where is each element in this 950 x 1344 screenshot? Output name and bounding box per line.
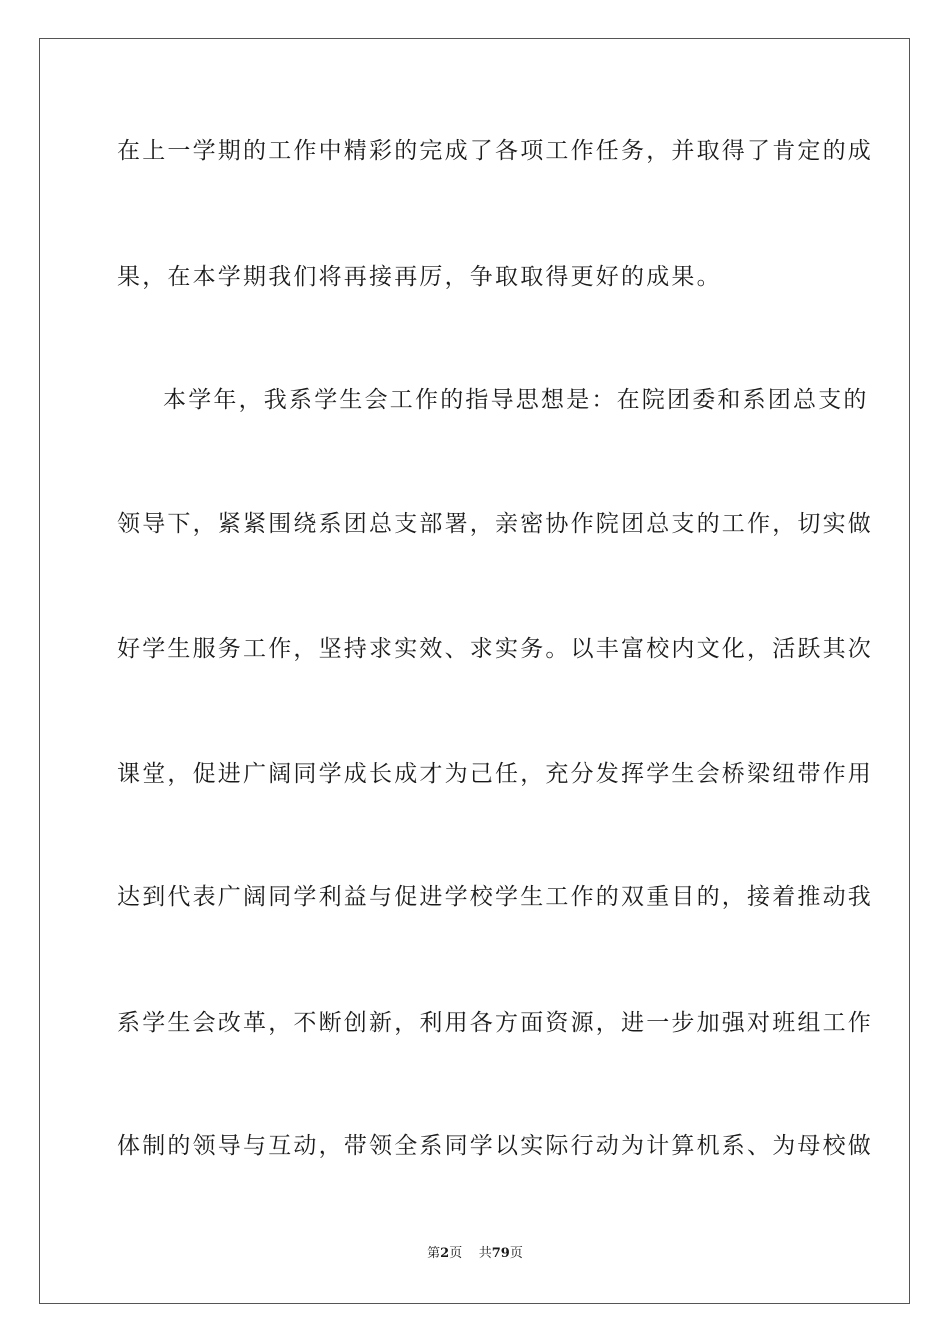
paragraph-line: 在上一学期的工作中精彩的完成了各项工作任务，并取得了肯定的成: [117, 138, 873, 164]
paragraph-line: 好学生服务工作，坚持求实效、求实务。以丰富校内文化，活跃其次: [117, 636, 873, 662]
page-suffix: 页: [449, 1246, 463, 1261]
paragraph-line: 课堂，促进广阔同学成长成才为己任，充分发挥学生会桥梁纽带作用: [117, 761, 873, 787]
paragraph-line-indented: 本学年，我系学生会工作的指导思想是：在院团委和系团总支的: [163, 387, 869, 413]
total-suffix: 页: [509, 1246, 523, 1261]
paragraph-line: 领导下，紧紧围绕系团总支部署，亲密协作院团总支的工作，切实做: [117, 511, 873, 537]
paragraph-line: 系学生会改革，不断创新，利用各方面资源，进一步加强对班组工作: [117, 1010, 873, 1036]
page-border: [39, 38, 910, 1304]
paragraph-line: 体制的领导与互动，带领全系同学以实际行动为计算机系、为母校做: [117, 1133, 873, 1159]
total-prefix: 共: [478, 1246, 492, 1261]
total-pages: 79: [491, 1246, 510, 1261]
paragraph-line: 果，在本学期我们将再接再厉，争取取得更好的成果。: [117, 264, 722, 290]
paragraph-line: 达到代表广阔同学利益与促进学校学生工作的双重目的，接着推动我: [117, 884, 873, 910]
page-number: 2: [440, 1246, 450, 1261]
page-footer: [0, 1245, 950, 1263]
page-prefix: 第: [427, 1246, 441, 1261]
